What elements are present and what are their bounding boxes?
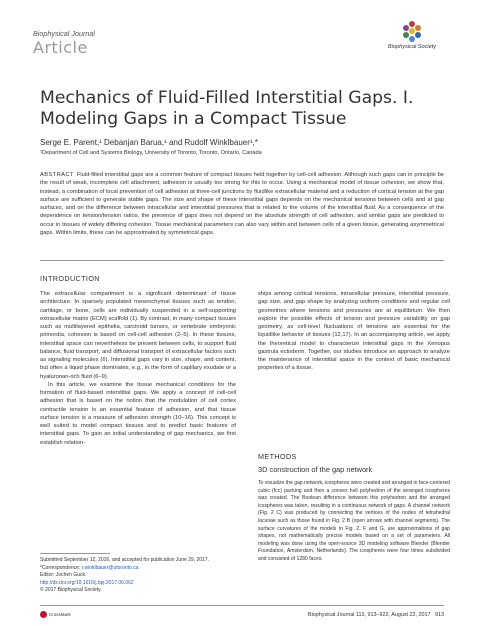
abstract [40, 171, 444, 237]
submitted-note: Submitted September 12, 2016, and accepted for publication June 29, 2017. [40, 557, 210, 563]
intro-paragraph-3: ships among cortical tensions, intracellular pressure, interstitial pressure, gap size, and gap shape by analyzing uniform conditions and regular cell geometries where tensions and pressures are at equilibrium. We then explore the possible effects of tension and pressure variability on gap geometry, as cell-level fluctuations of tensions are essential for the liquidlike behavior of tissues (12,17). In an accompanying article, we apply the theoretical model to characterize interstitial gaps in the Xenopus gastrula ectoderm. Together, our studies introduce an approach to analyze the maintenance of interstitial space in the context of basic mechanical properties of a tissue. [258, 291, 450, 372]
footnotes [40, 557, 240, 595]
footnote-divider [40, 553, 110, 554]
correspondence-note [40, 565, 240, 573]
methods-subheading: 3D construction of the gap network [258, 465, 373, 474]
correspondence-email-link[interactable]: r.winklbauer@utoronto.ca [81, 564, 139, 571]
society-logo-text: Biophysical Society [387, 44, 437, 50]
article-title: Mechanics of Fluid-Filled Interstitial Gaps. I. Modeling Gaps in a Compact Tissue [40, 88, 414, 129]
journal-name: Biophysical Journal [33, 29, 95, 38]
section-label: Article [33, 38, 88, 57]
crossmark-icon[interactable] [40, 611, 47, 618]
society-logo [381, 18, 443, 52]
methods-heading: METHODS [258, 452, 297, 461]
intro-paragraph-1: The extracellular compartment is a significant determinant of tissue architecture. In sparsely populated mesenchymal tissues such as tendon, cartilage, or bone, cells are individually suspended in a self-supporting extracellular matrix (ECM) scaffold (1). By contrast, in many compact tissues such as multilayered epithelia, carcinoid tumors, or vertebrate embryonic primordia, cohesion is based on cell-cell adhesion (2–5). In these tissues, interstitial space can nevertheless be present between cells, to support fluid balance, fluid transport, and diffusional transport of extracellular factors such as signaling molecules (6). Interstitial gaps vary in size, shape, and content, but often a liquid phase dominates, e.g., in the form of capillary exudate or a hyaluronan-rich fluid (6–9). [40, 291, 236, 380]
methods-text: To visualize the gap network, icospheres were created and arranged in face-centered cubic (fcc) packing and then a convex hull polyhedron of the arranged icospheres was created. The Boolean difference between this polyhedron and the arranged icospheres was taken, resulting in a continuous network of gaps. A channel network (Fig. 2 C) was produced by connecting the vertices of the nodes of tetrahedral lacunae such as those found in Fig. 2 B (open arrows with channel segments). The surface curvatures of the models in Fig. 2, F and G, are approximations of gap shapes, not mathematically precise models based on a set of parameters. All modeling was done using the open-source 3D modeling software Blender (Blender Foundation, Amsterdam, Netherlands). The icospheres were four times subdivided and consisted of 1280 faces. [258, 480, 450, 562]
author-list: Serge E. Parent,¹ Debanjan Barua,¹ and Rudolf Winklbauer¹,* [40, 138, 258, 147]
abstract-divider [40, 260, 444, 261]
correspondence-label: *Correspondence: [40, 564, 82, 571]
introduction-heading: INTRODUCTION [40, 274, 100, 283]
footer-divider [40, 605, 444, 606]
citation-text: Biophysical Journal 113, 913–922, August 22, 2017 [308, 612, 431, 618]
abstract-text: Fluid-filled interstitial gaps are a common feature of compact tissues held together by cell-cell adhesion. Although such gaps can in principle be the result of weak, incomplete cell attachment, adhesion is usually too strong for this to occur. Using a mechanical model of tissue cohesion, we show that, instead, a combination of local prevention of cell adhesion at three-cell junctions by fluidlike extracellular material and a reduction of cortical tension at the gap surface are sufficient to generate stable gaps. The size and shape of these interstitial gaps depends on the mechanical tensions between cells and at gap surfaces, and on the difference between intracellular and interstitial pressures that is related to the volume of the interstitial fluid. As a consequence of the dependence on tension/tension ratios, the presence of gaps does not depend on the absolute strength of cell adhesion, and similar gaps are predicted to occur in tissues of widely differing cohesion. Tissue mechanical parameters can also vary within and between cells of a given tissue, generating asymmetrical gaps. Within limits, these can be approximated by symmetrical gaps. [40, 172, 444, 237]
abstract-label: ABSTRACT [40, 172, 74, 178]
right-column [258, 290, 450, 373]
copyright-note: © 2017 Biophysical Society. [40, 587, 102, 593]
society-logo-icon [381, 18, 443, 44]
page-number: 913 [435, 612, 444, 618]
left-column [40, 274, 236, 447]
footer-citation [308, 612, 444, 618]
doi-link[interactable]: http://dx.doi.org/10.1016/j.bpj.2017.06.062 [40, 579, 134, 586]
crossmark-label: CrossMark [49, 612, 71, 617]
affiliation: ¹Department of Cell and Systems Biology, University of Toronto, Toronto, Ontario, Canada [40, 150, 262, 156]
editor-note: Editor: Jochen Guck. [40, 572, 87, 578]
intro-paragraph-2: In this article, we examine the tissue mechanical conditions for the formation of fluid-based interstitial gaps. We apply a concept of cell-cell adhesion that is based on the notion that the modulation of cell cortex contractile tension is an essential feature of adhesion, and that tissue surface tension is a measure of adhesion strength (10–16). This concept is well suited to model compact tissues and to predict basic features of interstitial gaps. To gain an initial understanding of gap mechanics, we first establish relation- [40, 381, 236, 446]
